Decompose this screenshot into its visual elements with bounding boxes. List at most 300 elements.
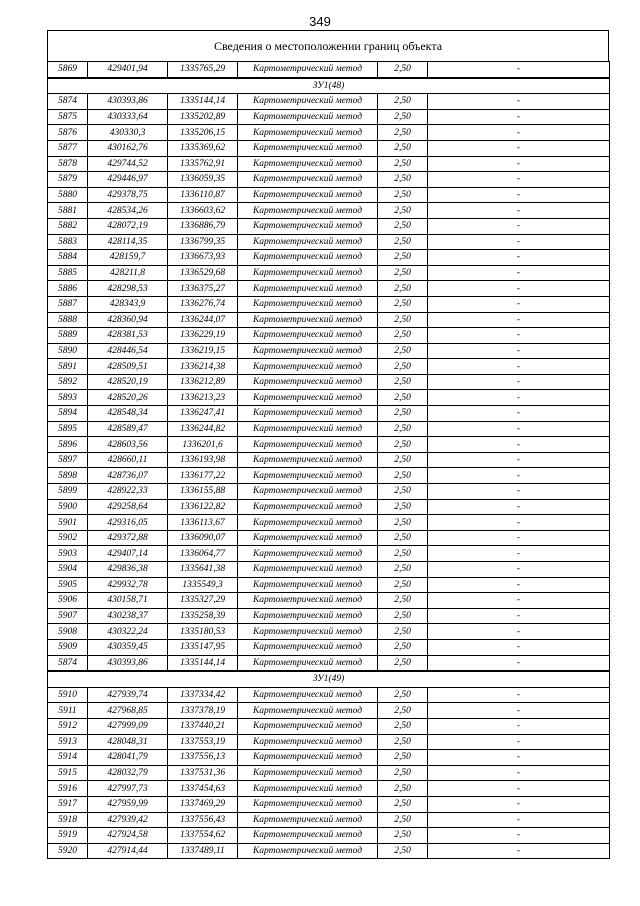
method-cell: Картометрический метод [238,359,378,375]
x-coordinate-cell: 429378,75 [88,187,168,203]
x-coordinate-cell: 427914,44 [88,843,168,859]
point-number-cell: 5884 [48,250,88,266]
table-row [48,750,610,766]
table-row [48,734,610,750]
y-coordinate-cell: 1337454,63 [168,781,238,797]
method-cell: Картометрический метод [238,530,378,546]
x-coordinate-cell: 430158,71 [88,593,168,609]
point-number-cell: 5916 [48,781,88,797]
x-coordinate-cell: 428446,54 [88,343,168,359]
accuracy-cell: 2,50 [378,125,428,141]
accuracy-cell: 2,50 [378,843,428,859]
accuracy-cell: 2,50 [378,421,428,437]
x-coordinate-cell: 428381,53 [88,328,168,344]
description-cell: - [428,140,610,156]
accuracy-cell: 2,50 [378,109,428,125]
method-cell: Картометрический метод [238,812,378,828]
y-coordinate-cell: 1335765,29 [168,62,238,78]
accuracy-cell: 2,50 [378,608,428,624]
accuracy-cell: 2,50 [378,546,428,562]
method-cell: Картометрический метод [238,374,378,390]
y-coordinate-cell: 1336603,62 [168,203,238,219]
description-cell: - [428,187,610,203]
y-coordinate-cell: 1337440,21 [168,718,238,734]
method-cell: Картометрический метод [238,437,378,453]
point-number-cell: 5917 [48,796,88,812]
table-row [48,499,610,515]
x-coordinate-cell: 427924,58 [88,828,168,844]
description-cell: - [428,109,610,125]
x-coordinate-cell: 428534,26 [88,203,168,219]
y-coordinate-cell: 1335144,14 [168,94,238,110]
x-coordinate-cell: 427999,09 [88,718,168,734]
x-coordinate-cell: 428520,26 [88,390,168,406]
method-cell: Картометрический метод [238,843,378,859]
point-number-cell: 5888 [48,312,88,328]
point-number-cell: 5889 [48,328,88,344]
point-number-cell: 5875 [48,109,88,125]
accuracy-cell: 2,50 [378,562,428,578]
x-coordinate-cell: 428360,94 [88,312,168,328]
y-coordinate-cell: 1336064,77 [168,546,238,562]
x-coordinate-cell: 428603,56 [88,437,168,453]
method-cell: Картометрический метод [238,281,378,297]
description-cell: - [428,218,610,234]
accuracy-cell: 2,50 [378,156,428,172]
point-number-cell: 5879 [48,172,88,188]
accuracy-cell: 2,50 [378,734,428,750]
y-coordinate-cell: 1336201,6 [168,437,238,453]
accuracy-cell: 2,50 [378,828,428,844]
y-coordinate-cell: 1336059,35 [168,172,238,188]
method-cell: Картометрический метод [238,796,378,812]
accuracy-cell: 2,50 [378,577,428,593]
table-title: Сведения о местоположении границ объекта [47,30,609,61]
method-cell: Картометрический метод [238,468,378,484]
table-row [48,468,610,484]
table-row [48,312,610,328]
y-coordinate-cell: 1336229,19 [168,328,238,344]
table-row [48,62,610,78]
y-coordinate-cell: 1336212,89 [168,374,238,390]
description-cell: - [428,468,610,484]
description-cell: - [428,234,610,250]
accuracy-cell: 2,50 [378,281,428,297]
accuracy-cell: 2,50 [378,187,428,203]
description-cell: - [428,608,610,624]
accuracy-cell: 2,50 [378,328,428,344]
description-cell: - [428,452,610,468]
method-cell: Картометрический метод [238,172,378,188]
method-cell: Картометрический метод [238,639,378,655]
boundary-sheet [47,30,609,859]
point-number-cell: 5869 [48,62,88,78]
accuracy-cell: 2,50 [378,687,428,703]
table-row [48,781,610,797]
accuracy-cell: 2,50 [378,374,428,390]
description-cell: - [428,703,610,719]
point-number-cell: 5913 [48,734,88,750]
method-cell: Картометрический метод [238,734,378,750]
accuracy-cell: 2,50 [378,781,428,797]
point-number-cell: 5886 [48,281,88,297]
x-coordinate-cell: 428114,35 [88,234,168,250]
table-row [48,390,610,406]
description-cell: - [428,281,610,297]
point-number-cell: 5877 [48,140,88,156]
y-coordinate-cell: 1336177,22 [168,468,238,484]
x-coordinate-cell: 430333,64 [88,109,168,125]
point-number-cell: 5919 [48,828,88,844]
method-cell: Картометрический метод [238,343,378,359]
y-coordinate-cell: 1337469,29 [168,796,238,812]
point-number-cell: 5896 [48,437,88,453]
point-number-cell: 5880 [48,187,88,203]
table-row [48,94,610,110]
x-coordinate-cell: 429372,88 [88,530,168,546]
section-label: ЗУ1(49) [48,671,610,687]
y-coordinate-cell: 1336213,23 [168,390,238,406]
point-number-cell: 5893 [48,390,88,406]
y-coordinate-cell: 1336113,67 [168,515,238,531]
x-coordinate-cell: 428032,79 [88,765,168,781]
x-coordinate-cell: 428736,07 [88,468,168,484]
y-coordinate-cell: 1335369,62 [168,140,238,156]
point-number-cell: 5906 [48,593,88,609]
x-coordinate-cell: 427968,85 [88,703,168,719]
accuracy-cell: 2,50 [378,624,428,640]
method-cell: Картометрический метод [238,687,378,703]
description-cell: - [428,577,610,593]
table-row [48,452,610,468]
point-number-cell: 5908 [48,624,88,640]
table-row [48,125,610,141]
y-coordinate-cell: 1336122,82 [168,499,238,515]
table-row [48,437,610,453]
method-cell: Картометрический метод [238,718,378,734]
x-coordinate-cell: 429836,38 [88,562,168,578]
point-number-cell: 5895 [48,421,88,437]
method-cell: Картометрический метод [238,452,378,468]
section-row [48,78,610,94]
table-row [48,343,610,359]
x-coordinate-cell: 430330,3 [88,125,168,141]
y-coordinate-cell: 1336375,27 [168,281,238,297]
table-row [48,530,610,546]
method-cell: Картометрический метод [238,765,378,781]
point-number-cell: 5881 [48,203,88,219]
method-cell: Картометрический метод [238,577,378,593]
x-coordinate-cell: 429258,64 [88,499,168,515]
y-coordinate-cell: 1336110,87 [168,187,238,203]
method-cell: Картометрический метод [238,218,378,234]
method-cell: Картометрический метод [238,546,378,562]
table-row [48,109,610,125]
method-cell: Картометрический метод [238,250,378,266]
accuracy-cell: 2,50 [378,265,428,281]
method-cell: Картометрический метод [238,109,378,125]
accuracy-cell: 2,50 [378,812,428,828]
y-coordinate-cell: 1336193,98 [168,452,238,468]
table-row [48,296,610,312]
x-coordinate-cell: 430162,76 [88,140,168,156]
point-number-cell: 5899 [48,484,88,500]
accuracy-cell: 2,50 [378,390,428,406]
table-row [48,359,610,375]
coordinates-table-body [48,62,610,859]
y-coordinate-cell: 1337553,19 [168,734,238,750]
method-cell: Картометрический метод [238,312,378,328]
table-row [48,593,610,609]
table-row [48,203,610,219]
table-row [48,374,610,390]
description-cell: - [428,750,610,766]
y-coordinate-cell: 1336214,38 [168,359,238,375]
description-cell: - [428,781,610,797]
description-cell: - [428,765,610,781]
accuracy-cell: 2,50 [378,703,428,719]
x-coordinate-cell: 428589,47 [88,421,168,437]
point-number-cell: 5903 [48,546,88,562]
table-row [48,703,610,719]
x-coordinate-cell: 428922,33 [88,484,168,500]
description-cell: - [428,328,610,344]
x-coordinate-cell: 430393,86 [88,655,168,671]
table-row [48,655,610,671]
point-number-cell: 5892 [48,374,88,390]
accuracy-cell: 2,50 [378,530,428,546]
table-row [48,328,610,344]
accuracy-cell: 2,50 [378,639,428,655]
method-cell: Картометрический метод [238,499,378,515]
method-cell: Картометрический метод [238,125,378,141]
description-cell: - [428,624,610,640]
y-coordinate-cell: 1336529,68 [168,265,238,281]
accuracy-cell: 2,50 [378,452,428,468]
method-cell: Картометрический метод [238,406,378,422]
description-cell: - [428,203,610,219]
method-cell: Картометрический метод [238,703,378,719]
x-coordinate-cell: 428041,79 [88,750,168,766]
accuracy-cell: 2,50 [378,343,428,359]
description-cell: - [428,125,610,141]
table-row [48,765,610,781]
point-number-cell: 5890 [48,343,88,359]
accuracy-cell: 2,50 [378,765,428,781]
table-row [48,421,610,437]
point-number-cell: 5905 [48,577,88,593]
point-number-cell: 5887 [48,296,88,312]
x-coordinate-cell: 428343,9 [88,296,168,312]
y-coordinate-cell: 1337531,36 [168,765,238,781]
x-coordinate-cell: 430238,37 [88,608,168,624]
page-number: 349 [309,14,331,29]
method-cell: Картометрический метод [238,655,378,671]
table-row [48,828,610,844]
x-coordinate-cell: 428660,11 [88,452,168,468]
accuracy-cell: 2,50 [378,140,428,156]
x-coordinate-cell: 428211,8 [88,265,168,281]
x-coordinate-cell: 428072,19 [88,218,168,234]
point-number-cell: 5902 [48,530,88,546]
section-row [48,671,610,687]
method-cell: Картометрический метод [238,593,378,609]
description-cell: - [428,421,610,437]
description-cell: - [428,796,610,812]
method-cell: Картометрический метод [238,484,378,500]
description-cell: - [428,390,610,406]
y-coordinate-cell: 1337489,11 [168,843,238,859]
x-coordinate-cell: 427939,74 [88,687,168,703]
x-coordinate-cell: 427997,73 [88,781,168,797]
point-number-cell: 5907 [48,608,88,624]
method-cell: Картометрический метод [238,781,378,797]
point-number-cell: 5909 [48,639,88,655]
y-coordinate-cell: 1335327,29 [168,593,238,609]
description-cell: - [428,499,610,515]
accuracy-cell: 2,50 [378,796,428,812]
y-coordinate-cell: 1336247,41 [168,406,238,422]
y-coordinate-cell: 1337554,62 [168,828,238,844]
x-coordinate-cell: 430393,86 [88,94,168,110]
accuracy-cell: 2,50 [378,499,428,515]
table-row [48,156,610,172]
point-number-cell: 5897 [48,452,88,468]
point-number-cell: 5900 [48,499,88,515]
y-coordinate-cell: 1335180,53 [168,624,238,640]
table-row [48,843,610,859]
coordinates-table [47,61,610,859]
accuracy-cell: 2,50 [378,437,428,453]
x-coordinate-cell: 429407,14 [88,546,168,562]
accuracy-cell: 2,50 [378,312,428,328]
method-cell: Картометрический метод [238,421,378,437]
point-number-cell: 5901 [48,515,88,531]
table-row [48,265,610,281]
description-cell: - [428,828,610,844]
table-row [48,687,610,703]
point-number-cell: 5920 [48,843,88,859]
table-row [48,608,610,624]
x-coordinate-cell: 430359,45 [88,639,168,655]
table-row [48,718,610,734]
description-cell: - [428,250,610,266]
point-number-cell: 5915 [48,765,88,781]
accuracy-cell: 2,50 [378,655,428,671]
x-coordinate-cell: 428298,53 [88,281,168,297]
x-coordinate-cell: 429401,94 [88,62,168,78]
y-coordinate-cell: 1337334,42 [168,687,238,703]
table-row [48,406,610,422]
point-number-cell: 5885 [48,265,88,281]
accuracy-cell: 2,50 [378,359,428,375]
description-cell: - [428,296,610,312]
table-row [48,546,610,562]
point-number-cell: 5876 [48,125,88,141]
description-cell: - [428,406,610,422]
section-label: ЗУ1(48) [48,78,610,94]
method-cell: Картометрический метод [238,608,378,624]
accuracy-cell: 2,50 [378,296,428,312]
y-coordinate-cell: 1335258,39 [168,608,238,624]
y-coordinate-cell: 1335202,89 [168,109,238,125]
y-coordinate-cell: 1337556,43 [168,812,238,828]
description-cell: - [428,374,610,390]
y-coordinate-cell: 1336219,15 [168,343,238,359]
method-cell: Картометрический метод [238,187,378,203]
point-number-cell: 5898 [48,468,88,484]
x-coordinate-cell: 427959,99 [88,796,168,812]
accuracy-cell: 2,50 [378,515,428,531]
method-cell: Картометрический метод [238,515,378,531]
table-row [48,812,610,828]
accuracy-cell: 2,50 [378,172,428,188]
y-coordinate-cell: 1336673,93 [168,250,238,266]
description-cell: - [428,312,610,328]
point-number-cell: 5912 [48,718,88,734]
y-coordinate-cell: 1336155,88 [168,484,238,500]
method-cell: Картометрический метод [238,390,378,406]
table-row [48,796,610,812]
description-cell: - [428,94,610,110]
method-cell: Картометрический метод [238,265,378,281]
table-row [48,515,610,531]
accuracy-cell: 2,50 [378,94,428,110]
y-coordinate-cell: 1336276,74 [168,296,238,312]
accuracy-cell: 2,50 [378,62,428,78]
y-coordinate-cell: 1336886,79 [168,218,238,234]
point-number-cell: 5878 [48,156,88,172]
description-cell: - [428,343,610,359]
point-number-cell: 5911 [48,703,88,719]
table-row [48,140,610,156]
description-cell: - [428,655,610,671]
y-coordinate-cell: 1336799,35 [168,234,238,250]
y-coordinate-cell: 1335206,15 [168,125,238,141]
y-coordinate-cell: 1335762,91 [168,156,238,172]
description-cell: - [428,359,610,375]
table-row [48,281,610,297]
accuracy-cell: 2,50 [378,218,428,234]
description-cell: - [428,515,610,531]
description-cell: - [428,546,610,562]
method-cell: Картометрический метод [238,296,378,312]
table-row [48,624,610,640]
method-cell: Картометрический метод [238,62,378,78]
method-cell: Картометрический метод [238,156,378,172]
accuracy-cell: 2,50 [378,250,428,266]
description-cell: - [428,484,610,500]
method-cell: Картометрический метод [238,750,378,766]
method-cell: Картометрический метод [238,624,378,640]
point-number-cell: 5891 [48,359,88,375]
table-row [48,484,610,500]
method-cell: Картометрический метод [238,140,378,156]
description-cell: - [428,718,610,734]
y-coordinate-cell: 1337378,19 [168,703,238,719]
x-coordinate-cell: 427939,42 [88,812,168,828]
point-number-cell: 5910 [48,687,88,703]
description-cell: - [428,734,610,750]
point-number-cell: 5918 [48,812,88,828]
description-cell: - [428,562,610,578]
table-row [48,562,610,578]
accuracy-cell: 2,50 [378,750,428,766]
x-coordinate-cell: 428520,19 [88,374,168,390]
accuracy-cell: 2,50 [378,234,428,250]
description-cell: - [428,265,610,281]
x-coordinate-cell: 428048,31 [88,734,168,750]
